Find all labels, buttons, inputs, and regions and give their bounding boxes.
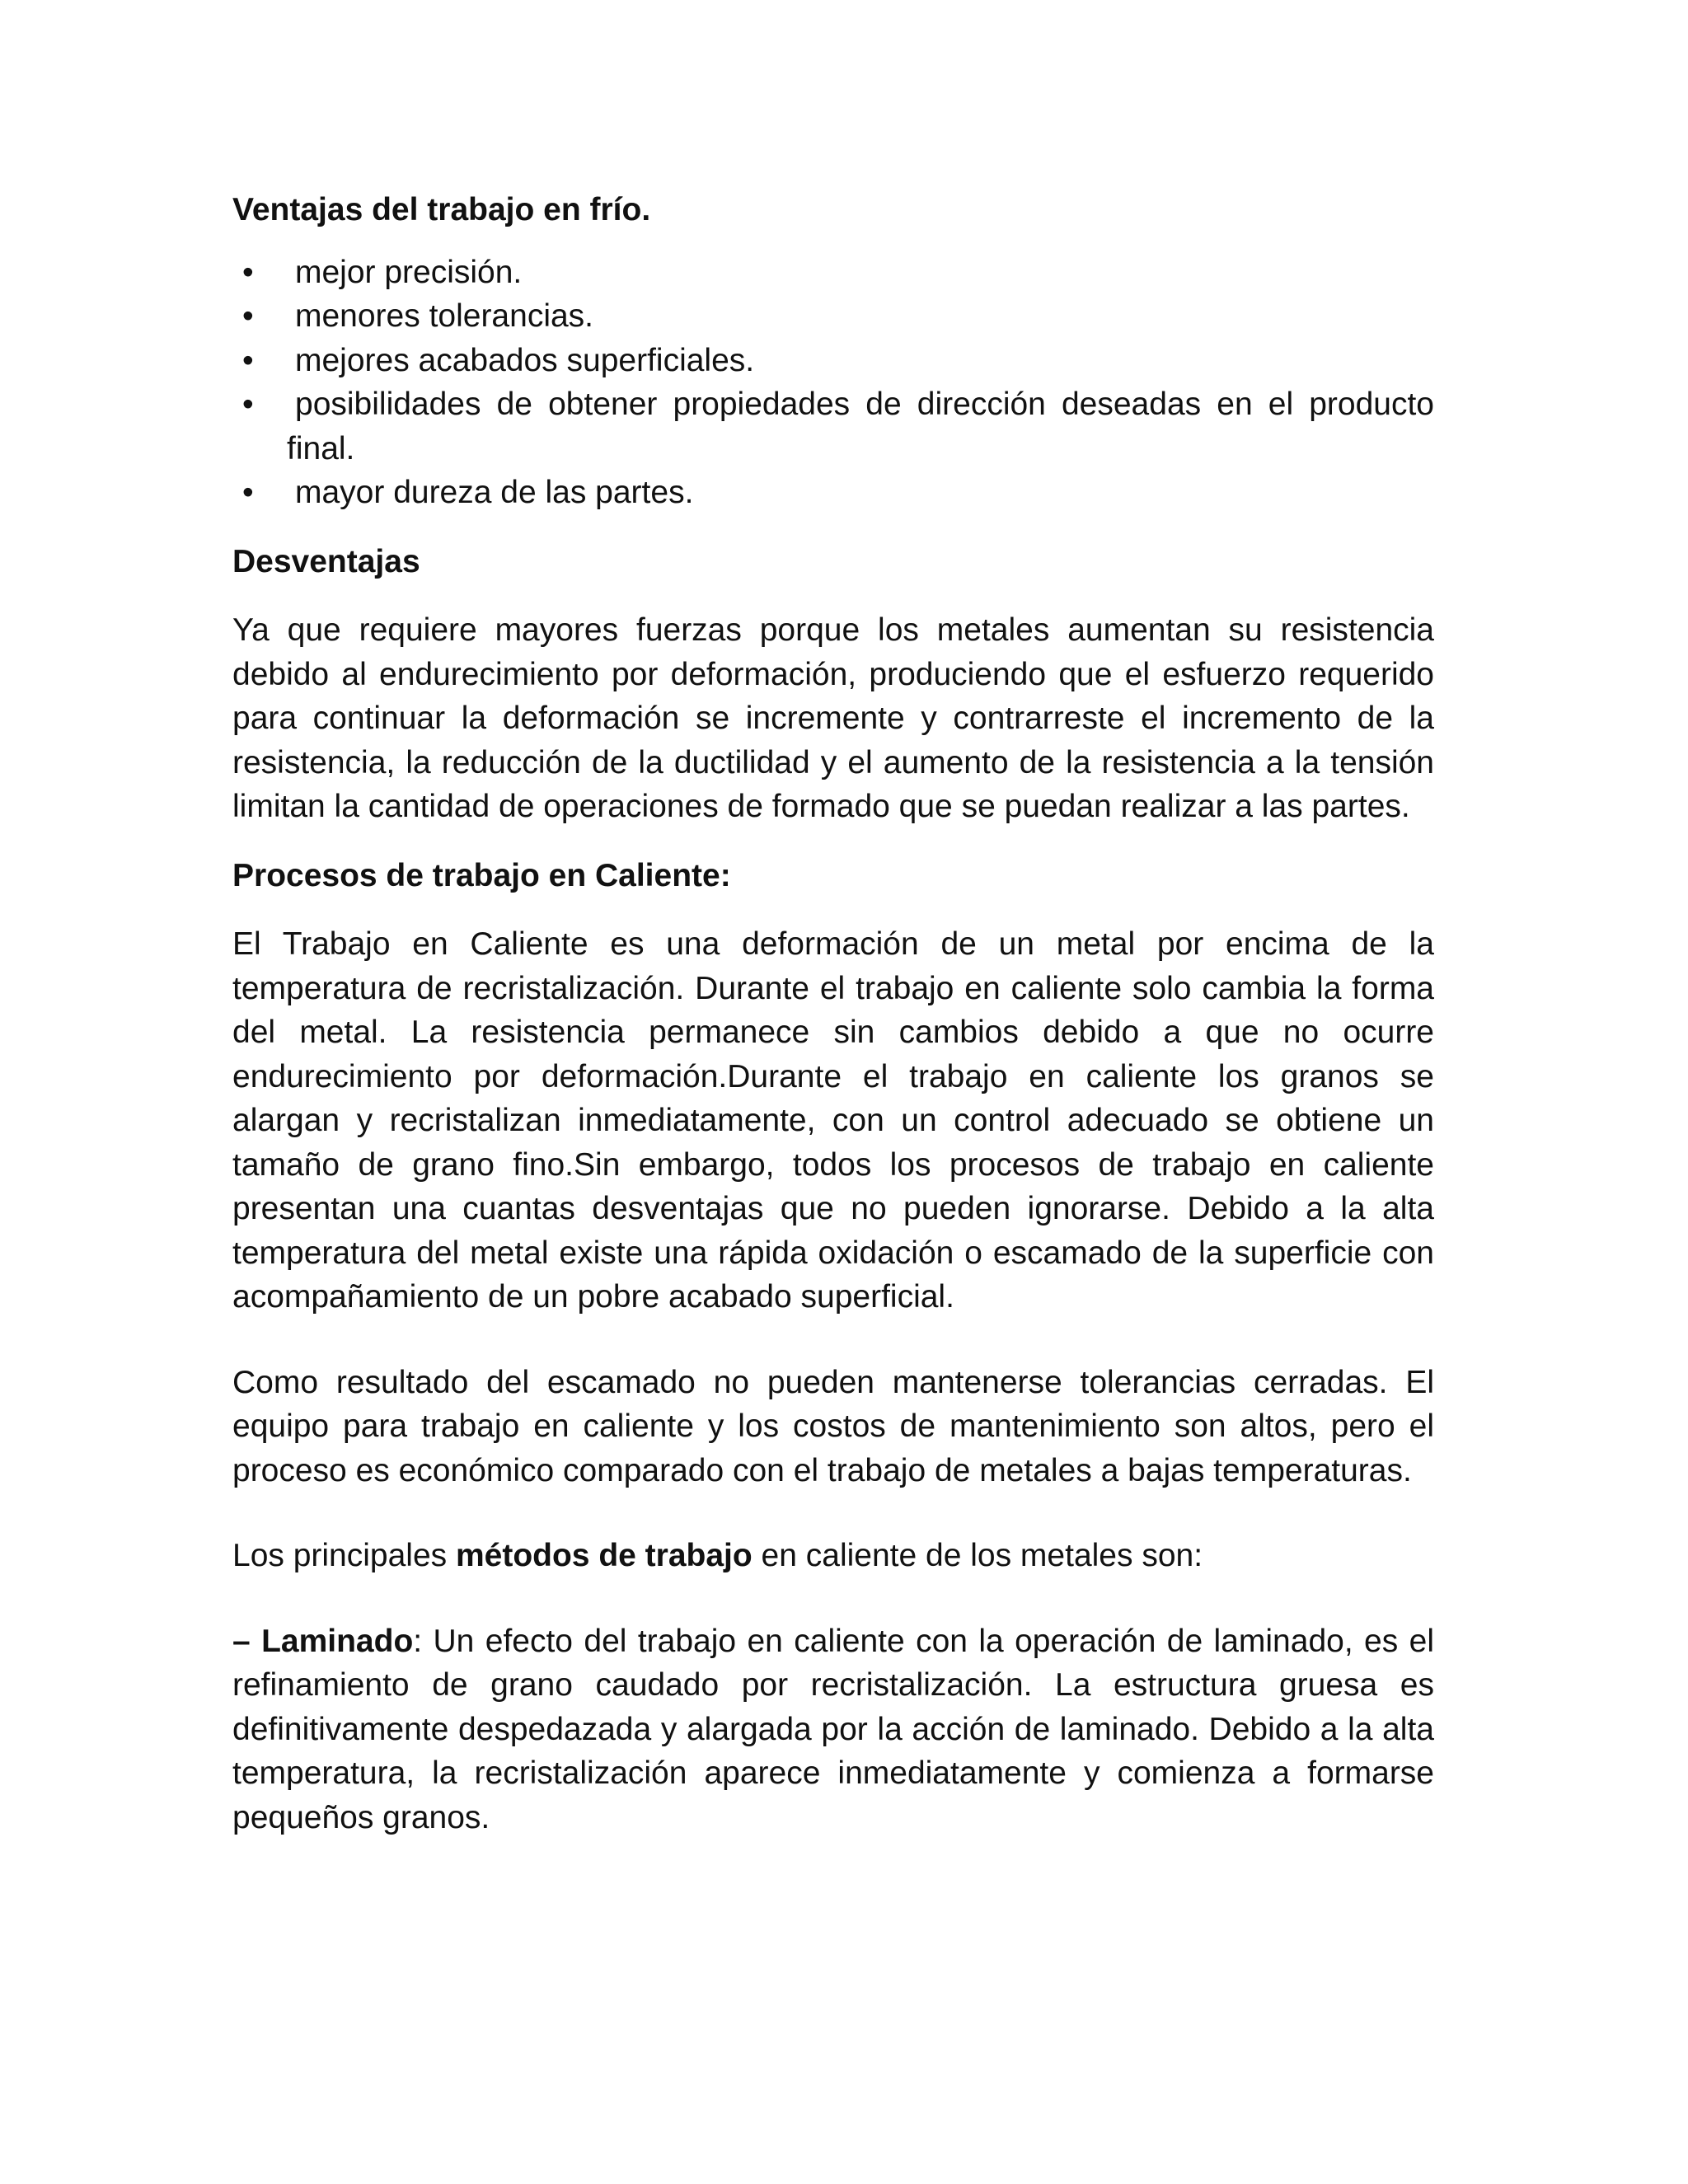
list-item-text: menores tolerancias. <box>295 298 594 334</box>
ventajas-list <box>232 251 1434 515</box>
laminado-paragraph <box>232 1619 1434 1840</box>
bullet-icon: • <box>242 254 254 290</box>
procesos-paragraph: El Trabajo en Caliente es una deformación de un metal por encima de la temperatura de recristalización. Durante el trabajo en caliente solo cambia la forma del metal. La resistencia permanece sin cambios debido a que no ocurre endurecimiento por deformación.Durante el trabajo en caliente los granos se alargan y recristalizan inmediatamente, con un control adecuado se obtiene un tamaño de grano fino.Sin embargo, todos los procesos de trabajo en caliente presentan una cuantas desventajas que no pueden ignorarse. Debido a la alta temperatura del metal existe una rápida oxidación o escamado de la superficie con acompañamiento de un pobre acabado superficial. <box>232 926 1434 1315</box>
list-item <box>232 382 1434 471</box>
list-item-text: mejores acabados superficiales. <box>295 342 755 378</box>
list-item <box>232 251 1434 295</box>
laminado-term: – Laminado <box>232 1623 414 1659</box>
bullet-icon: • <box>242 298 254 334</box>
list-item <box>232 294 1434 339</box>
document-page <box>232 188 1434 1840</box>
list-item-text: mejor precisión. <box>295 254 523 290</box>
principales-bold-text: métodos de trabajo <box>455 1538 753 1573</box>
bullet-icon: • <box>242 342 254 378</box>
resultado-paragraph: Como resultado del escamado no pueden mantenerse tolerancias cerradas. El equipo para trabajo en caliente y los costos de mantenimiento son altos, pero el proceso es económico comparado con el trabajo de metales a bajas temperaturas. <box>232 1364 1434 1488</box>
principales-paragraph <box>232 1534 1434 1578</box>
list-item-text: posibilidades de obtener propiedades de dirección deseadas en el producto final. <box>287 387 1434 466</box>
procesos-heading: Procesos de trabajo en Caliente: <box>232 857 731 893</box>
principales-text-start: Los principales <box>232 1538 456 1573</box>
bullet-icon: • <box>242 475 254 510</box>
list-item <box>232 471 1434 515</box>
list-item <box>232 339 1434 383</box>
bullet-icon: • <box>242 387 254 422</box>
list-item-text: mayor dureza de las partes. <box>295 475 694 510</box>
desventajas-paragraph: Ya que requiere mayores fuerzas porque los metales aumentan su resistencia debido al endurecimiento por deformación, produciendo que el esfuerzo requerido para continuar la deformación se incremente y contrarreste el incremento de la resistencia, la reducción de la ductilidad y el aumento de la resistencia a la tensión limitan la cantidad de operaciones de formado que se puedan realizar a las partes. <box>232 612 1434 824</box>
desventajas-heading: Desventajas <box>232 543 420 579</box>
ventajas-heading: Ventajas del trabajo en frío. <box>232 192 651 227</box>
laminado-text: : Un efecto del trabajo en caliente con la operación de laminado, es el refinamiento de grano caudado por recristalización. La estructura gruesa es definitivamente despedazada y alargada por la acción de laminado. Debido a la alta temperatura, la recristalización aparece inmediatamente y comienza a formarse pequeños granos. <box>232 1623 1434 1835</box>
principales-text-end: en caliente de los metales son: <box>752 1538 1203 1573</box>
